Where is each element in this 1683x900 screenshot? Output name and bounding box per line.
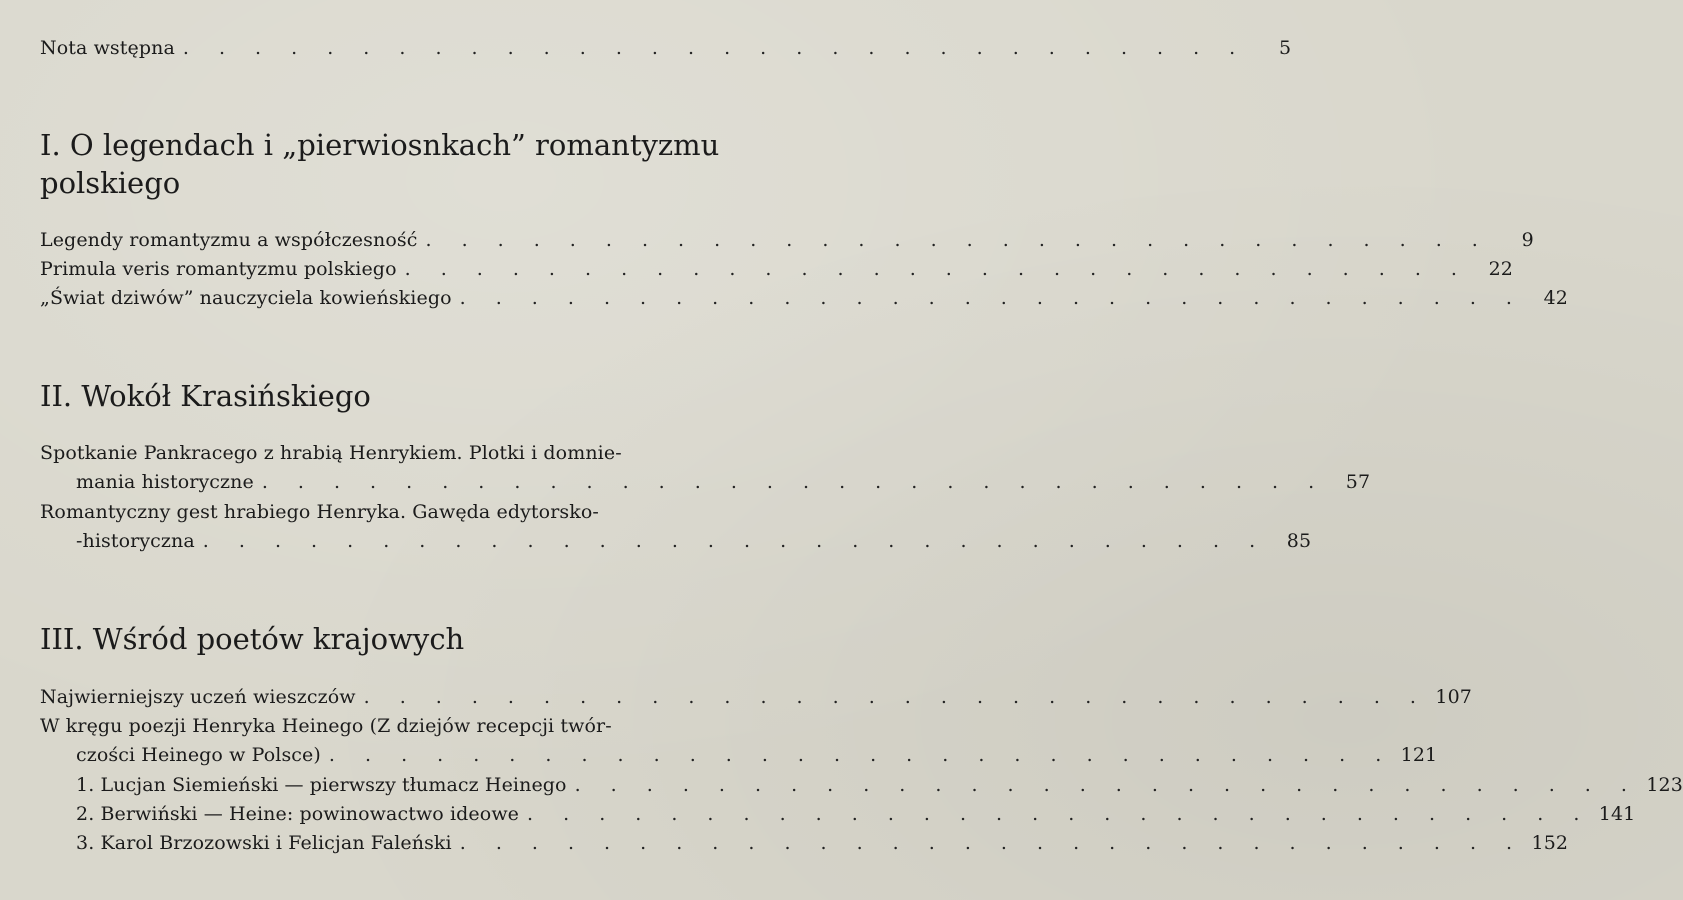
toc-entry bbox=[40, 255, 1513, 284]
dot-leader: . . . . . . . . . . . . . . . . . . . . . . . . . . . . . . bbox=[574, 774, 1639, 796]
dot-leader: . . . . . . . . . . . . . . . . . . . . . . . . . . . . . . bbox=[527, 803, 1592, 825]
toc-subentry bbox=[76, 829, 1569, 858]
toc-entry-title-line1: Romantyczny gest hrabiego Henryka. Gawęda edytorsko- bbox=[40, 501, 599, 523]
toc-page-number: 121 bbox=[1400, 744, 1438, 766]
dot-leader: . . . . . . . . . . . . . . . . . . . . . . . . . . . . . . bbox=[459, 832, 1525, 854]
toc-page-number: 141 bbox=[1598, 803, 1636, 825]
toc-entry-title: Legendy romantyzmu a współczesność bbox=[40, 229, 418, 251]
dot-leader: . . . . . . . . . . . . . . . . . . . . . . . . . . . . . . bbox=[425, 229, 1490, 251]
dot-leader: . . . . . . . . . . . . . . . . . . . . . . . . . . . . . . bbox=[459, 287, 1524, 309]
toc-entry-title-line2: czości Heinego w Polsce) bbox=[76, 744, 321, 766]
toc-entry bbox=[40, 439, 1371, 497]
section-heading-3: III. Wśród poetów krajowych bbox=[40, 622, 465, 656]
toc-entry-title: Primula veris romantyzmu polskiego bbox=[40, 258, 397, 280]
toc-entry-title: Najwierniejszy uczeń wieszczów bbox=[40, 686, 356, 708]
toc-page-number: 57 bbox=[1345, 471, 1371, 493]
toc-entry bbox=[40, 498, 1312, 556]
toc-entry bbox=[40, 712, 1438, 770]
toc-entry-title-line2: -historyczna bbox=[76, 530, 195, 552]
dot-leader: . . . . . . . . . . . . . . . . . . . . . . . . . . . . . . bbox=[182, 37, 1248, 59]
toc-entry-title: Nota wstępna bbox=[40, 37, 175, 59]
toc-entry-title: 3. Karol Brzozowski i Felicjan Faleński bbox=[76, 832, 452, 854]
toc-page-number: 107 bbox=[1435, 686, 1472, 708]
section-heading-1: I. O legendach i „pierwiosnkach” romantyzmu polskiego bbox=[40, 128, 720, 200]
toc-entry bbox=[40, 226, 1534, 255]
toc-entry-title-line1: Spotkanie Pankracego z hrabią Henrykiem. Plotki i domnie- bbox=[40, 442, 622, 464]
toc-page-number: 123 bbox=[1646, 774, 1683, 796]
toc-page-number: 42 bbox=[1543, 287, 1568, 309]
dot-leader: . . . . . . . . . . . . . . . . . . . . . . . . . . . . . . bbox=[261, 471, 1327, 493]
toc-entry-intro bbox=[40, 34, 1292, 63]
toc-entry-title: 1. Lucjan Siemieński — pierwszy tłumacz Heinego bbox=[76, 774, 567, 796]
toc-entry bbox=[40, 284, 1568, 313]
toc-page-number: 152 bbox=[1531, 832, 1569, 854]
toc-subentry bbox=[76, 771, 1683, 800]
toc-subentry bbox=[76, 800, 1636, 829]
toc-entry-title: „Świat dziwów” nauczyciela kowieńskiego bbox=[40, 287, 452, 309]
toc-entry-title: 2. Berwiński — Heine: powinowactwo ideowe bbox=[76, 803, 520, 825]
toc-entry-title-line1: W kręgu poezji Henryka Heinego (Z dziejów recepcji twór- bbox=[40, 715, 612, 737]
dot-leader: . . . . . . . . . . . . . . . . . . . . . . . . . . . . . . bbox=[404, 258, 1469, 280]
dot-leader: . . . . . . . . . . . . . . . . . . . . . . . . . . . . . . bbox=[328, 744, 1394, 766]
toc-page-number: 85 bbox=[1286, 530, 1312, 552]
toc-entry-title-line2: mania historyczne bbox=[76, 471, 254, 493]
toc-entry bbox=[40, 683, 1472, 712]
dot-leader: . . . . . . . . . . . . . . . . . . . . . . . . . . . . . . bbox=[202, 530, 1268, 552]
toc-page-number: 22 bbox=[1488, 258, 1513, 280]
section-heading-2: II. Wokół Krasińskiego bbox=[40, 379, 371, 413]
dot-leader: . . . . . . . . . . . . . . . . . . . . . . . . . . . . . . bbox=[363, 686, 1428, 708]
toc-page-number: 9 bbox=[1521, 229, 1534, 251]
toc-page-number: 5 bbox=[1279, 37, 1292, 59]
